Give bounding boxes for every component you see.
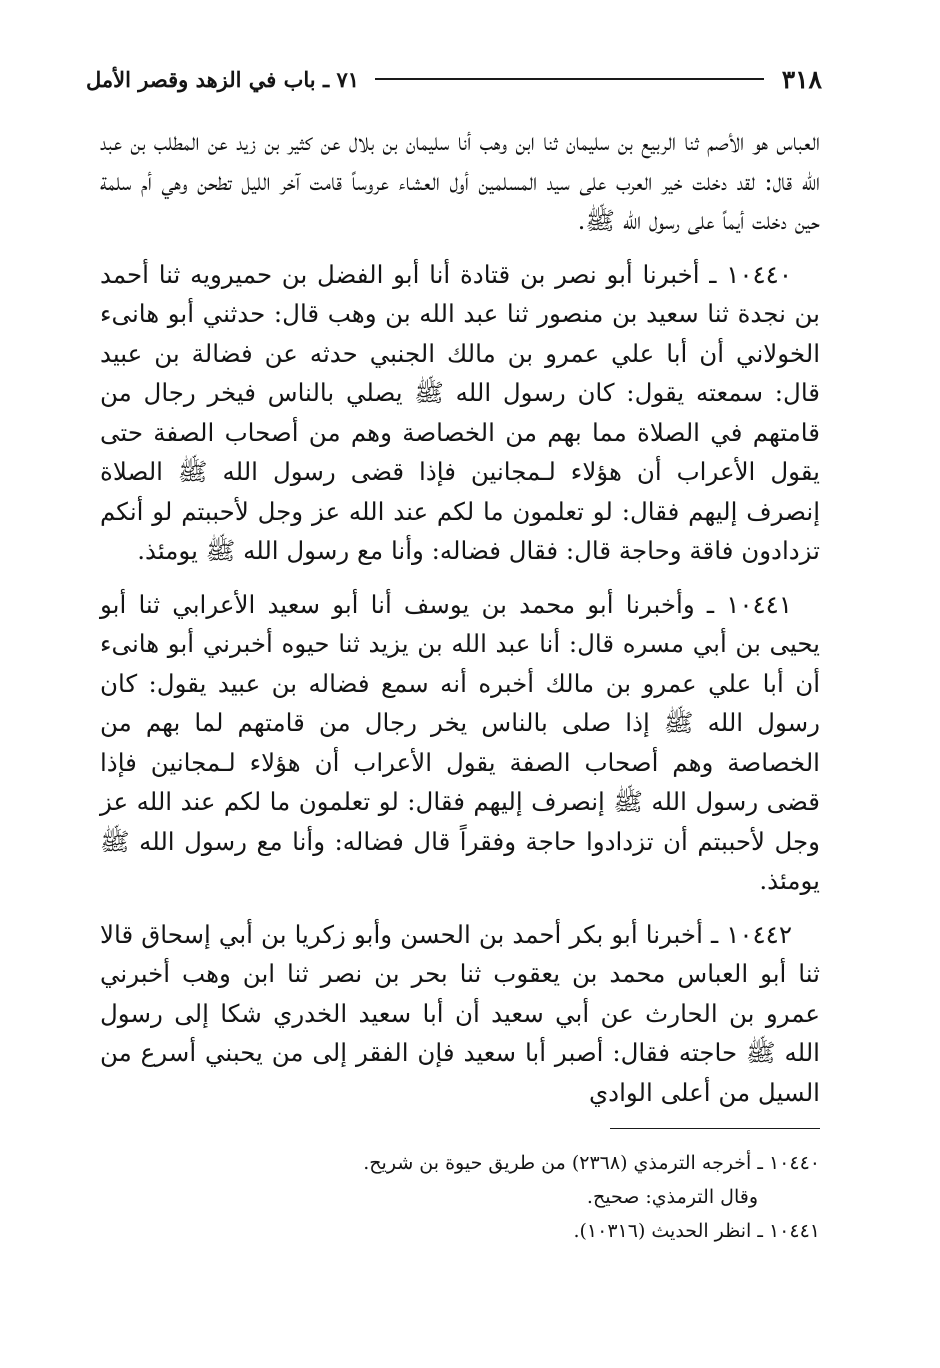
main-text	[100, 122, 820, 1126]
footnote-10440-note: وقال الترمذي: صحيح.	[586, 1186, 758, 1208]
footnote-10440: ١٠٤٤٠ ـ أخرجه الترمذي (٢٣٦٨) من طريق حيوة بن شريح.	[363, 1152, 820, 1174]
chapter-title: ٧١ ـ باب في الزهد وقصر الأمل	[86, 66, 359, 92]
hadith-10441: ١٠٤٤١ ـ وأخبرنا أبو محمد بن يوسف أنا أبو سعيد الأعرابي ثنا أبو يحيى بن أبي مسره قال: أنا عبد الله بن يزيد ثنا حيوه أخبرني أبو هانىء أن أبا علي عمرو بن مالك أخبره أنه سمع فضاله بن عبيد يقول: كان رسول الله ﷺ إذا صلى بالناس يخر رجال من قامتهم لما بهم من الخصاصة وهم أصحاب الصفة يقول الأعراب أن هؤلاء لـمجانين فإذا قضى رسول الله ﷺ إنصرف إليهم فقال: لو تعلمون ما لكم عند الله عز وجل لأحببتم أن تزدادوا حاجة وفقراً قال فضاله: وأنا مع رسول الله ﷺ يومئذ.	[100, 589, 820, 895]
running-header	[86, 62, 822, 96]
header-rule	[375, 78, 764, 80]
page-number: ٣١٨	[781, 64, 822, 94]
footnotes	[100, 1146, 820, 1248]
footnote-10441: ١٠٤٤١ ـ انظر الحديث (١٠٣١٦).	[573, 1220, 820, 1242]
paragraph-continuation: العباس هو الأصم ثنا الربيع بن سليمان ثنا ابن وهب أنا سليمان بن بلال عن كثير بن زيد عن المطلب بن عبد الله قال: لقد دخلت خير العرب على سيد المسلمين أول العشاء عروساً قامت آخر الليل تطحن وهي أم سلمة حين دخلت أيماً على رسول الله ﷺ.	[100, 127, 820, 235]
footnote-separator	[610, 1128, 820, 1129]
hadith-10440: ١٠٤٤٠ ـ أخبرنا أبو نصر بن قتادة أنا أبو الفضل بن حميرويه ثنا أحمد بن نجدة ثنا سعيد بن منصور ثنا عبد الله بن وهب قال: حدثني أبو هانىء الخولاني أن أبا علي عمرو بن مالك الجنبي حدثه عن فضالة بن عبيد قال: سمعته يقول: كان رسول الله ﷺ يصلي بالناس فيخر رجال من قامتهم في الصلاة مما بهم من الخصاصة وهم من أصحاب الصفة حتى يقول الأعراب أن هؤلاء لـمجانين فإذا قضى رسول الله ﷺ الصلاة إنصرف إليهم فقال: لو تعلمون ما لكم عند الله عز وجل لأحببتم لو أنكم تزدادون فاقة وحاجة قال: فقال فضاله: وأنا مع رسول الله ﷺ يومئذ.	[100, 259, 820, 565]
hadith-10442: ١٠٤٤٢ ـ أخبرنا أبو بكر أحمد بن الحسن وأبو زكريا بن أبي إسحاق قالا ثنا أبو العباس محمد بن يعقوب ثنا بحر بن نصر ثنا ابن وهب أخبرني عمرو بن الحارث عن أبي سعيد أن أبا سعيد الخدري شكا إلى رسول الله ﷺ حاجته فقال: أصبر أبا سعيد فإن الفقر إلى من يحبني أسرع من السيل من أعلى الوادي	[100, 919, 820, 1107]
